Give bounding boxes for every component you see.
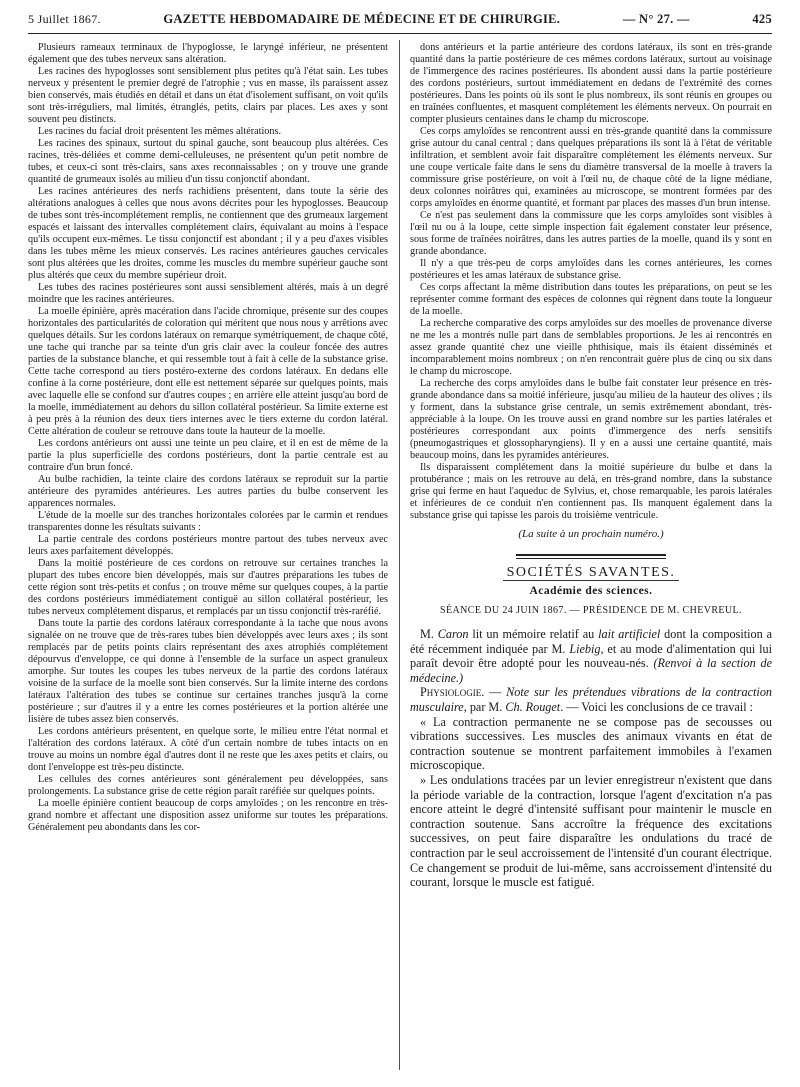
right-column-paragraph: Ils disparaissent complétement dans la moitié supérieure du bulbe et dans la protubérance ; mais on les retrouve au delà, en très-grand nombre, dans la substance grise qui ferme en haut l'aqueduc de Sylvius, et, chose remarquable, les parois latérales et inférieures de ce conduit n'en contiennent pas. Ils manquent également dans la substance grise qui tapisse les parois du troisième ventricule. [410,462,772,521]
right-column-text [410,42,772,522]
caron-lait: lait artificiel [598,627,661,641]
caron-liebig: Liebig [569,641,601,656]
header-page-number: 425 [752,12,772,26]
left-column-paragraph: Dans la moitié postérieure de ces cordons on retrouve sur certaines tranches la plupart des tubes encore bien développés, mais sur d'autres préparations les tubes de cette région sont très-petits et confus ; on trouve même sur quelques coupes, à la partie des cordons postérieurs immédiatement contiguë au sillon collatéral postérieur, les tubes nerveux complétement disparus, et remplacés par un tissu conjonctif très-raréfié. [28,558,388,617]
left-column [28,42,388,834]
caron-name: Caron [437,627,469,641]
section-title [410,567,772,579]
physio-title: Note sur les prétendues vibrations de la contraction musculaire [410,685,773,714]
right-column-paragraph: Il n'y a que très-peu de corps amyloïdes dans les cornes antérieures, les cornes postérieures et les amas latéraux de substance grise. [410,258,772,281]
subsection-title: Académie des sciences. [529,585,653,597]
physio-rest: . — Voici les conclusions de ce travail : [560,699,754,714]
left-column-paragraph: Les racines du facial droit présentent les mêmes altérations. [38,126,281,137]
physio-by: , par M. [463,699,506,714]
caron-mid1: lit un mémoire relatif au [468,627,599,641]
left-column-paragraph: La moelle épinière, après macération dans l'acide chromique, présente sur des coupes horizontales des particularités de coloration qui méritent que nous nous y arrêtions avec quelques détails. Sur les cordons latéraux on remarque symétriquement, de chaque côté, une tache qui tranche par sa teinte d'un gris clair avec la couleur foncée des autres parties de la substance blanche, et qui ressemble tout à fait à celle de la substance grise. Cette tache correspond au tiers postéro-externe des cordons latéraux. En dedans elle confine à la corne postérieure, dont elle est nettement séparée sur quelques points, mais avec laquelle elle se confond sur d'autres coupes ; en arrière elle atteint jusqu'au bord de la moelle, immédiatement au dehors du sillon collatéral postérieur. Sa limite externe est à peu près à la réunion des deux tiers internes avec le tiers externe du cordon latéral. Cette altération de couleur se retrouve dans toute la hauteur de la moelle. [28,306,388,437]
left-column-paragraph: Les cordons antérieurs présentent, en quelque sorte, le milieu entre l'état normal et l'altération des cordons latéraux. A côté d'un certain nombre de tubes intacts on en trouve au moins un nombre égal d'autres dont il ne reste que les axes petits et clairs, ou dont l'enveloppe est très-peu distincte. [28,726,388,773]
left-column-paragraph: Les cordons antérieurs ont aussi une teinte un peu claire, et il en est de même de la partie la plus superficielle des cordons postérieurs, dont la partie centrale est au contraire d'un brun foncé. [28,438,388,473]
left-column-paragraph: La moelle épinière contient beaucoup de corps amyloïdes ; on les rencontre en très-grand nombre et affectant une disposition assez uniforme sur toutes les préparations. Généralement peu abondants dans les cor- [28,798,388,833]
left-column-paragraph: L'étude de la moelle sur des tranches horizontales colorées par le carmin et rendues transparentes donne les résultats suivants : [28,510,388,533]
right-column-paragraph: Ces corps amyloïdes se rencontrent aussi en très-grande quantité dans la commissure grise autour du canal central ; dans quelques préparations ils sont là à l'état de véritable infiltration, et semblent avoir fait disparaître complétement les éléments nerveux. Sur une coupe verticale faite dans le sens du diamètre transversal de la moelle à travers la commissure grise postérieure, on voit à l'œil nu, de chaque côté de la ligne médiane, deux colonnes noirâtres qui, examinées au microscope, se montrent formées par des corps amyloïdes en énorme quantité, et formant par places des masses d'un brun intense. [410,126,772,209]
section-separator [516,554,666,559]
caron-paragraph [410,627,772,685]
header-rule [28,33,772,34]
column-divider [399,40,400,1070]
section-title-text: SOCIÉTÉS SAVANTES. [503,565,680,581]
page-header [28,12,772,30]
to-be-continued: (La suite à un prochain numéro.) [518,528,664,540]
left-column-paragraph: La partie centrale des cordons postérieurs montre partout des tubes nerveux avec leurs axes parfaitement développés. [28,534,388,557]
caron-mid3: , et au mode d'alimentation qui lui paraît devoir être adopté pour les nouveau-nés. [410,641,772,671]
physio-dash: — [484,685,507,700]
quote-paragraph-2: » Les ondulations tracées par un levier enregistreur n'existent que dans la période variable de la contraction, lorsque l'agent d'excitation n'a pas encore atteint le degré d'intensité suffisant pour maintenir le muscle en contraction soutenue. Sans accroître la fréquence des excitations successives, on peut faire disparaître les ondulations du tracé de contraction par le seul accroissement de l'intensité d'un courant électrique. Ce changement se produit de lui-même, sans accroissement d'intensité du courant, lorsque le muscle est fatigué. [410,772,772,890]
physio-author: Ch. Rouget [505,699,561,714]
header-date: 5 Juillet 1867. [28,12,101,26]
seance-line: SÉANCE DU 24 JUIN 1867. — PRÉSIDENCE DE M. CHEVREUL. [440,605,742,616]
left-column-paragraph: Les tubes des racines postérieures sont aussi sensiblement altérés, mais à un degré moindre que les racines antérieures. [28,282,388,305]
header-title: GAZETTE HEBDOMADAIRE DE MÉDECINE ET DE CHIRURGIE. [163,12,561,26]
physio-label: Physiologie. [420,685,485,700]
left-column-paragraph: Plusieurs rameaux terminaux de l'hypoglosse, le laryngé inférieur, ne présentent également que des tubes nerveux sans altération. [28,42,388,65]
right-column-paragraph: Ce n'est pas seulement dans la commissure que les corps amyloïdes sont visibles à l'œil nu ou à la loupe, cette simple inspection fait également constater leur présence, sous forme de traînées noirâtres, dans les autres parties de la moelle, quand ils y sont en grande abondance. [410,210,772,257]
left-column-paragraph: Les cellules des cornes antérieures sont généralement peu développées, sans prolongements. La substance grise de cette région paraît raréfiée sur quelques points. [28,774,388,797]
right-column-paragraph: Ces corps affectant la même distribution dans toutes les préparations, on peut se les représenter comme formant des espèces de colonnes qui règnent dans toute la longueur de la moelle. [410,282,772,317]
quote-paragraph-1: « La contraction permanente ne se compose pas de secousses ou vibrations successives. Les muscles des animaux vivants en état de contraction soutenue se montrent parfaitement immobiles à l'examen microscopique. [410,714,772,773]
right-column [410,42,772,890]
caron-ref: (Renvoi à la section de médecine.) [410,656,772,685]
right-column-paragraph: La recherche comparative des corps amyloïdes sur des moelles de provenance diverse ne me les a montrés nulle part dans de semblables proportions. Je les ai rencontrés en assez grande quantité chez une vieille phthisique, mais ils étaient disséminés et incomparablement moins nombreux ; on n'en rencontrait guère plus de cinq ou six dans le champ du microscope. [410,318,772,377]
left-column-paragraph: Les racines des hypoglosses sont sensiblement plus petites qu'à l'état sain. Les tubes nerveux y présentent le premier degré de l'atrophie ; vus en masse, ils paraissent assez bien conservés, mais étudiés en détail et dans un état d'isolement suffisant, on voit qu'ils sont très-irréguliers, mal limités, étranglés, petits, clairs par places. Les axes y sont souvent peu distincts. [28,66,388,125]
left-column-paragraph: Les racines des spinaux, surtout du spinal gauche, sont beaucoup plus altérées. Ces racines, très-déliées et comme demi-celluleuses, ne présentent qu'un petit nombre de tubes, et ceux-ci sont très-clairs, sans axes reconnaissables ; on y trouve une grande quantité de grumeaux isolés au milieu d'un tissu conjonctif abondant. [28,138,388,185]
left-column-paragraph: Au bulbe rachidien, la teinte claire des cordons latéraux se reproduit sur la partie antérieure des pyramides antérieures. Les autres parties du bulbe conservent les apparences normales. [28,474,388,509]
physio-paragraph [410,685,772,714]
caron-mid2: dont la composition a été récemment indiquée par M. [410,627,772,656]
academy-report [410,627,772,890]
right-column-paragraph: La recherche des corps amyloïdes dans le bulbe fait constater leur présence en très-grande abondance dans sa moitié inférieure, jusqu'au milieu de la hauteur des olives ; ils y forment, dans la substance grise centrale, un semis extrêmement abondant, très-appréciable à la loupe. On les trouve aussi en grand nombre sur les parties latérales et postérieures correspondant aux points d'immergence des nerfs sensitifs (pneumogastriques et glossopharyngiens). Il y en a aussi une certaine quantité, mais beaucoup moins, dans les pyramides antérieures. [410,378,772,461]
right-column-paragraph: dons antérieurs et la partie antérieure des cordons latéraux, ils sont en très-grande quantité dans la partie postérieure de ces mêmes cordons latéraux, surtout au voisinage de l'immergence des racines postérieures. Ils abondent aussi dans la partie postérieure des cordons postérieurs, surtout immédiatement en dedans de l'extrémité des cornes postérieures. Dans les points où ils sont le plus nombreux, ils sont réunis en groupes ou en traînées confluentes, et masquent complétement les éléments nerveux. On pourrait en compter plusieurs centaines dans le champ du microscope. [410,42,772,125]
left-column-paragraph: Les racines antérieures des nerfs rachidiens présentent, dans toute la série des altérations analogues à celles que nous avons décrites pour les hypoglosses. Beaucoup de tubes sont très-incomplétement remplis, ne contiennent que des grumeaux largement espacés et laissant des intervalles complétement clairs, équivalant au moins à l'espace qu'ils occupent eux-mêmes. Le tissu conjonctif est abondant ; il y a peu d'axes visibles dans les tubes même les mieux conservés. Les racines antérieures gauches cervicales sont plus altérées que les droites, comme les muscles du membre supérieur gauche sont plus altérés que ceux du membre supérieur droit. [28,186,388,281]
caron-pre: M. [420,627,438,641]
left-column-paragraph: Dans toute la partie des cordons latéraux correspondante à la tache que nous avons signalée on ne trouve que de très-rares tubes bien développés avec leurs axes ; ils sont remplacés par de petits points clairs représentant des axes atrophiés complétement dépourvus d'enveloppe, ce qui donne à l'ensemble de la surface un aspect granuleux amorphe. Sur toutes les coupes les tubes nerveux de la partie des cordons latéraux voisine de la surface de la moelle sont bien conservés. Sur la limite interne des cordons latéraux l'altération des tubes se continue sur certaines tranches jusqu'à la corne postérieure ; sur d'autres il y a entre les cornes postérieures et la portion altérée une lisière de tubes assez bien conservés. [28,618,388,725]
header-issue: — N° 27. — [622,12,690,26]
